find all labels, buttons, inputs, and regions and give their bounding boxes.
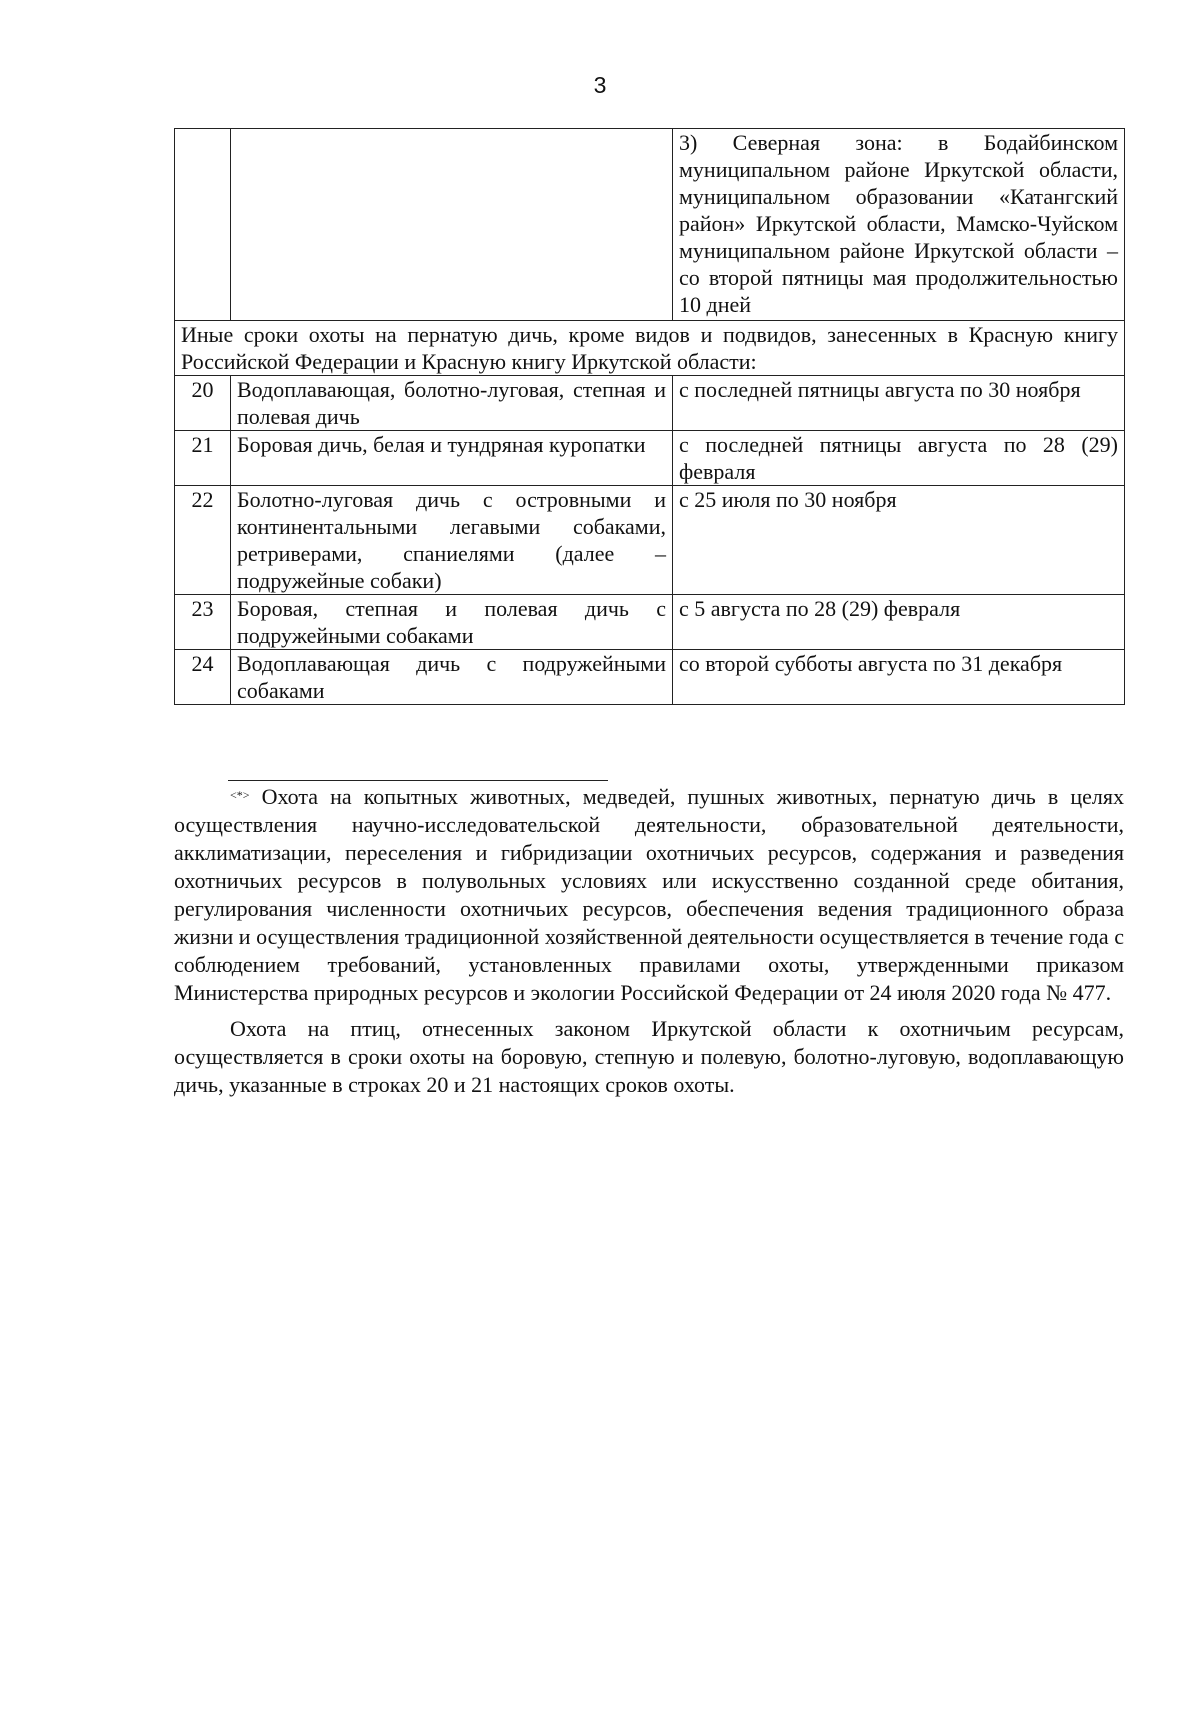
section-heading-row	[175, 321, 1125, 376]
species-cell: Боровая, степная и полевая дичь с подружейными собаками	[231, 595, 673, 650]
table-row	[175, 431, 1125, 486]
row-number: 22	[175, 486, 231, 595]
table-row	[175, 595, 1125, 650]
footnote-marker: <*>	[230, 788, 250, 802]
period-cell: с последней пятницы августа по 30 ноября	[673, 376, 1125, 431]
row-number: 21	[175, 431, 231, 486]
table-row	[175, 650, 1125, 705]
table-row	[175, 376, 1125, 431]
row-number: 20	[175, 376, 231, 431]
species-cell	[231, 129, 673, 321]
footnote-paragraph	[174, 783, 1124, 1007]
row-number: 23	[175, 595, 231, 650]
period-cell: с 25 июля по 30 ноября	[673, 486, 1125, 595]
period-cell: 3) Северная зона: в Бодайбинском муниципальном районе Иркутской области, муниципальном образовании «Катангский район» Иркутской области, Мамско-Чуйском муниципальном районе Иркутской области – со второй пятницы мая продолжительностью 10 дней	[673, 129, 1125, 321]
footnote-divider	[228, 780, 608, 781]
period-cell: с последней пятницы августа по 28 (29) февраля	[673, 431, 1125, 486]
period-cell: со второй субботы августа по 31 декабря	[673, 650, 1125, 705]
section-heading: Иные сроки охоты на пернатую дичь, кроме видов и подвидов, занесенных в Красную книгу Российской Федерации и Красную книгу Иркутской области:	[175, 321, 1125, 376]
page-number: 3	[593, 72, 607, 98]
species-cell: Водоплавающая, болотно-луговая, степная и полевая дичь	[231, 376, 673, 431]
notes-section	[174, 783, 1124, 1107]
species-cell: Водоплавающая дичь с подружейными собаками	[231, 650, 673, 705]
closing-paragraph: Охота на птиц, отнесенных законом Иркутской области к охотничьим ресурсам, осуществляется в сроки охоты на боровую, степную и полевую, болотно-луговую, водоплавающую дичь, указанные в строках 20 и 21 настоящих сроков охоты.	[174, 1016, 1124, 1097]
table-row	[175, 129, 1125, 321]
period-cell: с 5 августа по 28 (29) февраля	[673, 595, 1125, 650]
table-row	[175, 486, 1125, 595]
row-number: 24	[175, 650, 231, 705]
hunting-periods-table	[174, 128, 1125, 705]
footnote-text: Охота на копытных животных, медведей, пушных животных, пернатую дичь в целях осуществления научно-исследовательской деятельности, образовательной деятельности, акклиматизации, переселения и гибридизации охотничьих ресурсов, содержания и разведения охотничьих ресурсов в полувольных условиях или искусственно созданной среде обитания, регулирования численности охотничьих ресурсов, обеспечения ведения традиционного образа жизни и осуществления традиционной хозяйственной деятельности осуществляется в течение года с соблюдением требований, установленных правилами охоты, утвержденными приказом Министерства природных ресурсов и экологии Российской Федерации от 24 июля 2020 года № 477.	[174, 784, 1124, 1005]
species-cell: Боровая дичь, белая и тундряная куропатки	[231, 431, 673, 486]
row-number	[175, 129, 231, 321]
species-cell: Болотно-луговая дичь с островными и континентальными легавыми собаками, ретриверами, спаниелями (далее – подружейные собаки)	[231, 486, 673, 595]
